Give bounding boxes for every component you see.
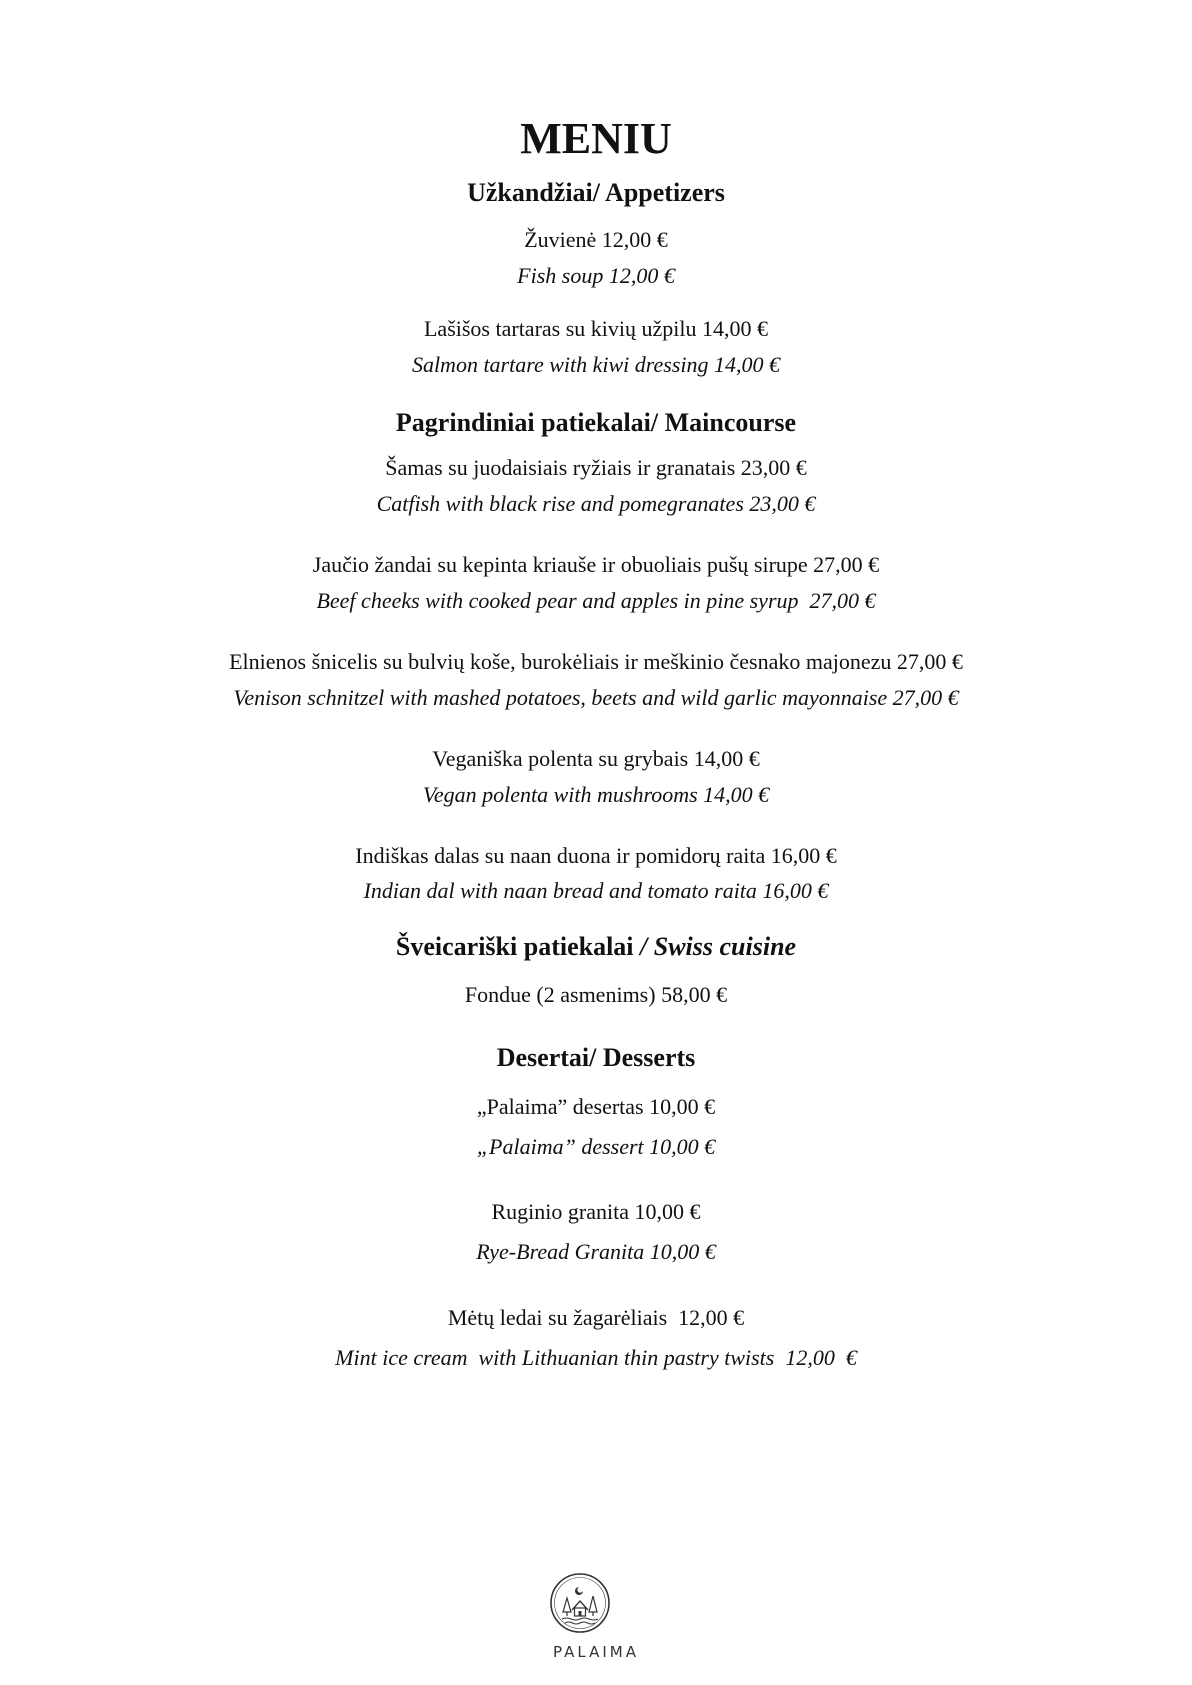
section-heading-swiss-lt: Šveicariški patiekalai — [395, 932, 634, 961]
menu-item-en: Salmon tartare with kiwi dressing 14,00 € — [411, 352, 781, 377]
menu-item-lt: Žuvienė 12,00 € — [524, 227, 668, 252]
menu-item-en: „Palaima” dessert 10,00 € — [476, 1134, 716, 1159]
menu-item-lt: Indiškas dalas su naan duona ir pomidorų raita 16,00 € — [355, 843, 837, 868]
menu-item-lt: Jaučio žandai su kepinta kriauše ir obuoliais pušų sirupe 27,00 € — [312, 552, 880, 577]
menu-item-lt: Šamas su juodaisiais ryžiais ir granatais 23,00 € — [385, 455, 807, 480]
menu-item-en: Catfish with black rise and pomegranates 23,00 € — [376, 491, 816, 516]
menu-item-lt: „Palaima” desertas 10,00 € — [476, 1094, 716, 1119]
menu-item-en: Rye-Bread Granita 10,00 € — [476, 1239, 716, 1264]
menu-item-en: Venison schnitzel with mashed potatoes, beets and wild garlic mayonnaise 27,00 € — [233, 685, 959, 710]
section-heading-swiss — [0, 931, 1192, 963]
section-heading-maincourse: Pagrindiniai patiekalai/ Maincourse — [395, 408, 797, 437]
section-heading-desserts: Desertai/ Desserts — [496, 1043, 696, 1072]
menu-title: MENIU — [520, 114, 672, 163]
menu-item-lt: Ruginio granita 10,00 € — [491, 1199, 701, 1224]
menu-item-en: Indian dal with naan bread and tomato raita 16,00 € — [363, 878, 829, 903]
cabin-forest-logo-icon — [549, 1572, 611, 1634]
menu-item-en: Mint ice cream with Lithuanian thin pastry twists 12,00 € — [335, 1345, 857, 1370]
menu-item-lt: Fondue (2 asmenims) 58,00 € — [464, 982, 728, 1007]
section-heading-appetizers: Užkandžiai/ Appetizers — [467, 178, 725, 207]
menu-item-en: Fish soup 12,00 € — [517, 263, 675, 288]
menu-item-lt: Veganiška polenta su grybais 14,00 € — [432, 746, 760, 771]
menu-item-en: Vegan polenta with mushrooms 14,00 € — [422, 782, 770, 807]
section-heading-swiss-en: / Swiss cuisine — [633, 932, 797, 961]
menu-item-en: Beef cheeks with cooked pear and apples in pine syrup 27,00 € — [316, 588, 876, 613]
menu-item-lt: Mėtų ledai su žagarėliais 12,00 € — [447, 1305, 745, 1330]
menu-item-lt: Lašišos tartaras su kivių užpilu 14,00 € — [423, 316, 768, 341]
menu-item-lt: Elnienos šnicelis su bulvių koše, burokėliais ir meškinio česnako majonezu 27,00 € — [229, 649, 963, 674]
brand-name: PALAIMA — [553, 1643, 639, 1661]
